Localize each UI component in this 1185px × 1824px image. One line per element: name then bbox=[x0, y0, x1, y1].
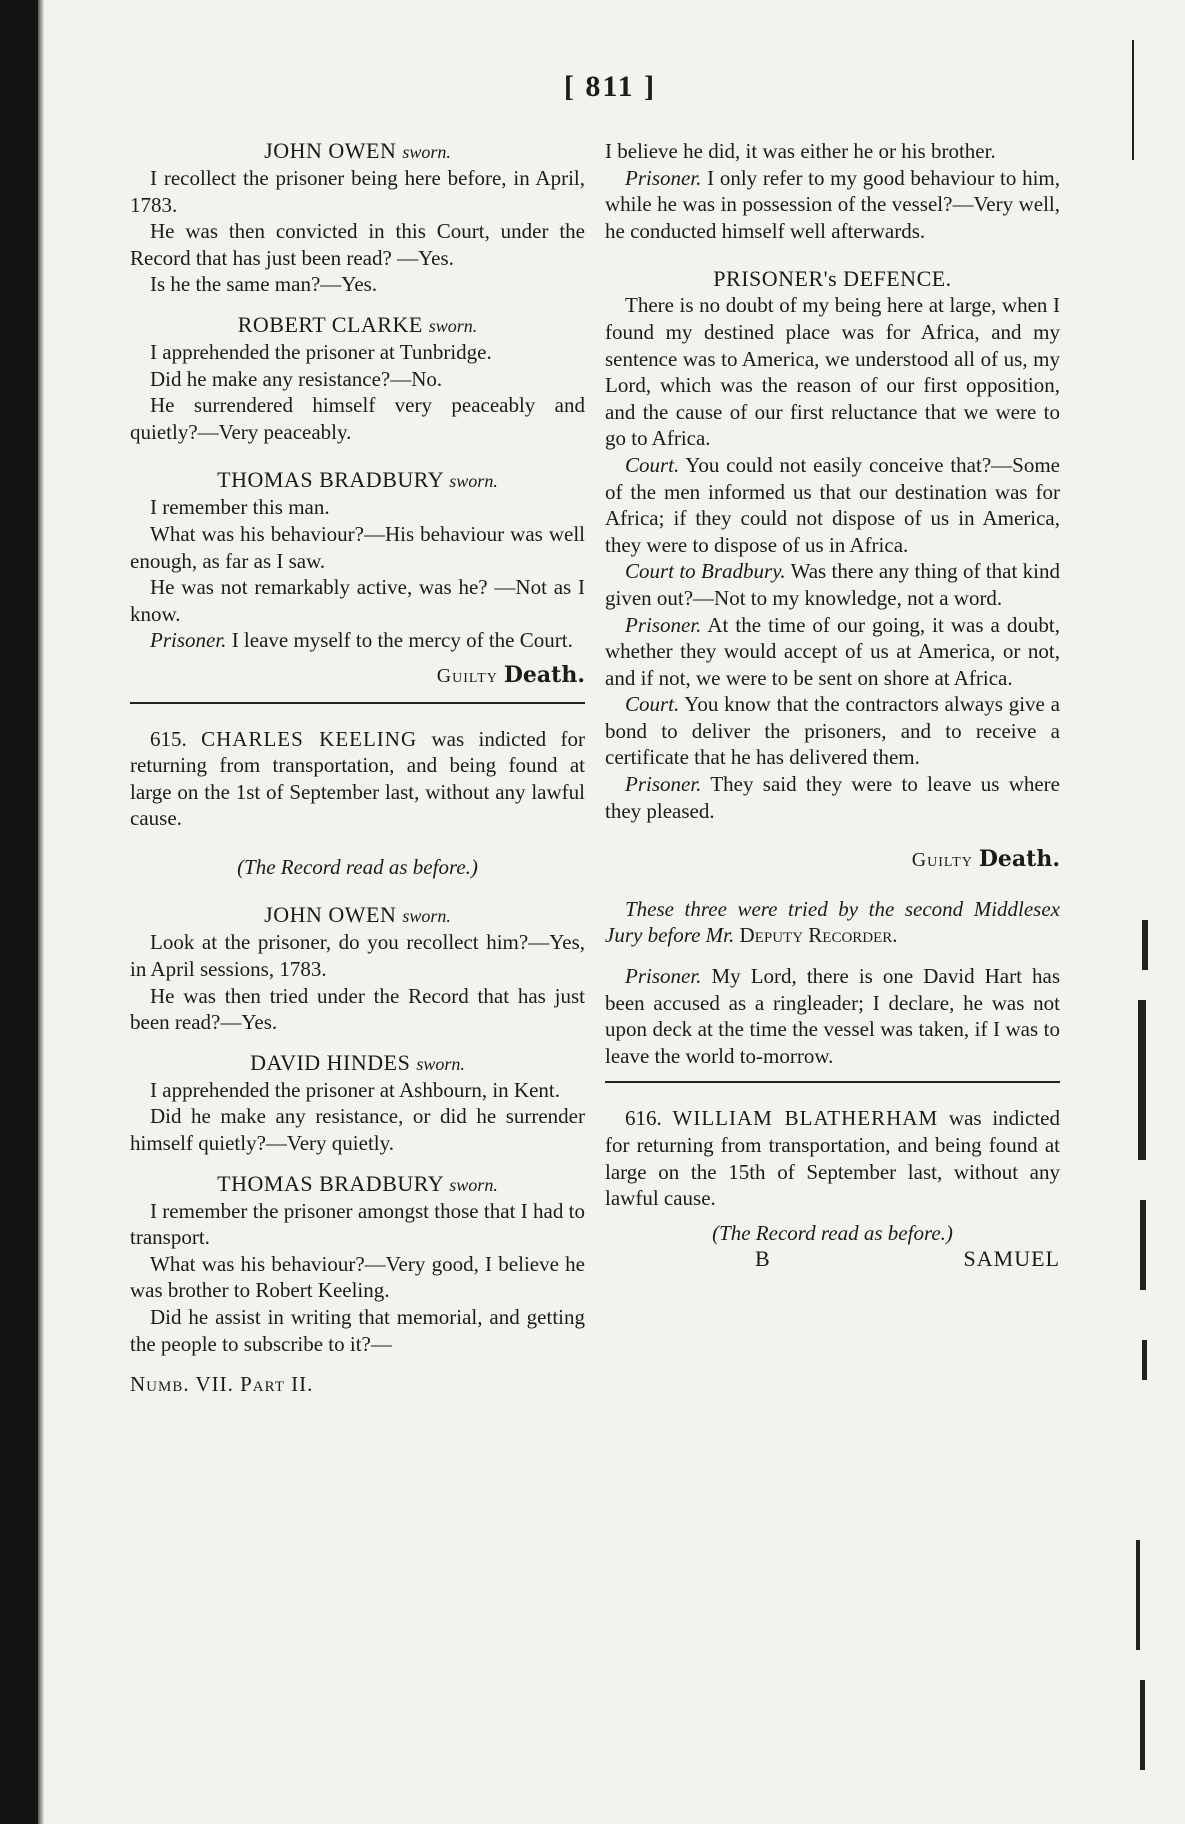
sworn-label: sworn. bbox=[402, 906, 451, 927]
verdict bbox=[605, 846, 1060, 874]
paragraph: I apprehended the prisoner at Ashbourn, in Kent. bbox=[150, 1077, 560, 1102]
section-heading: PRISONER's DEFENCE. bbox=[713, 266, 952, 292]
case-number: 616. bbox=[625, 1106, 662, 1131]
witness-name: JOHN OWEN bbox=[264, 902, 397, 928]
verdict-death: Death. bbox=[978, 846, 1060, 873]
witness-heading bbox=[130, 902, 585, 929]
paragraph: What was his behaviour?—His behaviour was well enough, as far as I saw. bbox=[130, 521, 585, 573]
speech-text: You could not easily conceive that?—Some of the men informed us that our destination was for Africa; if they could not dispose of us in America, they were to dispose of us in Africa. bbox=[605, 452, 1060, 557]
speech-text: I leave myself to the mercy of the Court. bbox=[226, 628, 573, 653]
speaker-label: Prisoner. bbox=[625, 165, 702, 190]
speech-text: Was there any thing of that kind given out?—Not to my knowledge, not a word. bbox=[605, 559, 1060, 610]
catchword: SAMUEL bbox=[963, 1246, 1060, 1272]
paragraph: I believe he did, it was either he or his brother. bbox=[605, 139, 996, 163]
page-edge-marks bbox=[1118, 40, 1158, 1800]
case-entry bbox=[130, 726, 585, 832]
paragraph: He was not remarkably active, was he? —Not as I know. bbox=[130, 575, 585, 626]
page-footer: Numb. VII. Part II. bbox=[130, 1372, 314, 1397]
paragraph bbox=[605, 771, 1060, 824]
paragraph: Is he the same man?—Yes. bbox=[150, 272, 378, 297]
sworn-label: sworn. bbox=[449, 471, 498, 492]
case-number: 615. bbox=[150, 726, 187, 751]
verdict bbox=[130, 662, 585, 690]
speaker-label: Prisoner. bbox=[625, 612, 702, 637]
witness-heading bbox=[130, 138, 585, 165]
speaker-label: Prisoner. bbox=[625, 772, 702, 797]
section-rule bbox=[605, 1081, 1060, 1083]
page-number: [ 811 ] bbox=[563, 70, 657, 103]
sworn-label: sworn. bbox=[402, 142, 451, 162]
verdict-guilty: Guilty bbox=[911, 849, 973, 872]
right-column bbox=[605, 138, 1060, 1273]
paragraph: Look at the prisoner, do you recollect him?—Yes, in April sessions, 1783. bbox=[130, 930, 585, 982]
left-column bbox=[130, 138, 585, 1398]
book-binding bbox=[0, 0, 38, 1824]
witness-name: THOMAS BRADBURY bbox=[217, 467, 444, 493]
paragraph: Did he assist in writing that memorial, and getting the people to subscribe to it?— bbox=[130, 1305, 585, 1356]
defendant-name: CHARLES KEELING bbox=[201, 726, 418, 751]
sworn-label: sworn. bbox=[416, 1053, 465, 1074]
witness-name: ROBERT CLARKE bbox=[237, 311, 423, 337]
witness-name: JOHN OWEN bbox=[264, 138, 397, 163]
paragraph bbox=[605, 612, 1060, 692]
jury-note-title: Deputy Recorder. bbox=[739, 923, 898, 948]
speech-text: I only refer to my good behaviour to him, while he was in possession of the vessel?—Very well, he conducted himself well afterwards. bbox=[605, 165, 1060, 243]
paragraph: What was his behaviour?—Very good, I believe he was brother to Robert Keeling. bbox=[130, 1251, 585, 1303]
jury-note-text: These three were tried by the second Middlesex Jury before Mr. bbox=[605, 896, 1060, 948]
paragraph: He was then tried under the Record that has just been read?—Yes. bbox=[130, 983, 585, 1035]
indictment-text: was indicted for returning from transportation, and being found at large on the 15th of September last, without any lawful cause. bbox=[605, 1106, 1060, 1211]
paragraph bbox=[605, 963, 1060, 1069]
verdict-guilty: Guilty bbox=[436, 664, 498, 687]
paragraph bbox=[605, 452, 1060, 558]
defendant-name: WILLIAM BLATHERHAM bbox=[672, 1106, 939, 1131]
witness-name: DAVID HINDES bbox=[250, 1049, 411, 1075]
sworn-label: sworn. bbox=[449, 1174, 498, 1195]
witness-name: THOMAS BRADBURY bbox=[217, 1170, 444, 1196]
speaker-label: Court. bbox=[625, 692, 680, 717]
paragraph bbox=[130, 627, 585, 654]
indictment-text: was indicted for returning from transportation, and being found at large on the 1st of September last, without any lawful cause. bbox=[130, 726, 585, 831]
paragraph: I remember the prisoner amongst those that I had to transport. bbox=[130, 1198, 585, 1250]
paragraph bbox=[605, 558, 1060, 611]
paragraph: He was then convicted in this Court, under the Record that has just been read? —Yes. bbox=[130, 219, 585, 270]
speech-text: They said they were to leave us where they pleased. bbox=[605, 772, 1060, 823]
speaker-label: Court. bbox=[625, 452, 680, 477]
speech-text: My Lord, there is one David Hart has been accused as a ringleader; I declare, he was not upon deck at the time the vessel was taken, if I was to leave the world to-morrow. bbox=[605, 964, 1060, 1068]
witness-heading bbox=[130, 1050, 585, 1077]
speaker-label: Court to Bradbury. bbox=[625, 559, 786, 584]
section-rule bbox=[130, 702, 585, 704]
paragraph: Did he make any resistance?—No. bbox=[150, 366, 443, 391]
paragraph: He surrendered himself very peaceably and quietly?—Very peaceably. bbox=[130, 393, 585, 444]
paragraph bbox=[605, 691, 1060, 771]
paragraph: I remember this man. bbox=[150, 495, 330, 520]
witness-heading bbox=[130, 312, 585, 339]
paragraph: There is no doubt of my being here at large, when I found my destined place was for Africa, and my sentence was to America, we understood all of us, my Lord, which was the reason of our first opposition, and the cause of our first reluctance that we were to go to Africa. bbox=[605, 293, 1060, 451]
sworn-label: sworn. bbox=[428, 315, 478, 336]
case-entry bbox=[605, 1105, 1060, 1211]
speech-text: You know that the contractors always give a bond to deliver the prisoners, and to receive a certificate that he has delivered them. bbox=[605, 692, 1060, 770]
witness-heading bbox=[130, 1171, 585, 1198]
paragraph: I recollect the prisoner being here before, in April, 1783. bbox=[130, 166, 585, 217]
jury-note bbox=[605, 896, 1060, 949]
witness-heading bbox=[130, 467, 585, 494]
paragraph: I apprehended the prisoner at Tunbridge. bbox=[150, 339, 492, 364]
speech-text: At the time of our going, it was a doubt, whether they would accept of us at America, or not, and if not, we were to be sent on shore at Africa. bbox=[605, 612, 1060, 690]
binding-shadow bbox=[38, 0, 44, 1824]
page-footer-right bbox=[605, 1246, 1060, 1273]
record-note: (The Record read as before.) bbox=[712, 1220, 953, 1245]
speaker-label: Prisoner. bbox=[625, 964, 702, 989]
signature-mark: B bbox=[755, 1246, 771, 1272]
record-note: (The Record read as before.) bbox=[237, 854, 478, 879]
paragraph: Did he make any resistance, or did he surrender himself quietly?—Very quietly. bbox=[130, 1104, 585, 1156]
speaker-label: Prisoner. bbox=[150, 628, 227, 653]
paragraph bbox=[605, 165, 1060, 245]
verdict-death: Death. bbox=[503, 661, 585, 688]
